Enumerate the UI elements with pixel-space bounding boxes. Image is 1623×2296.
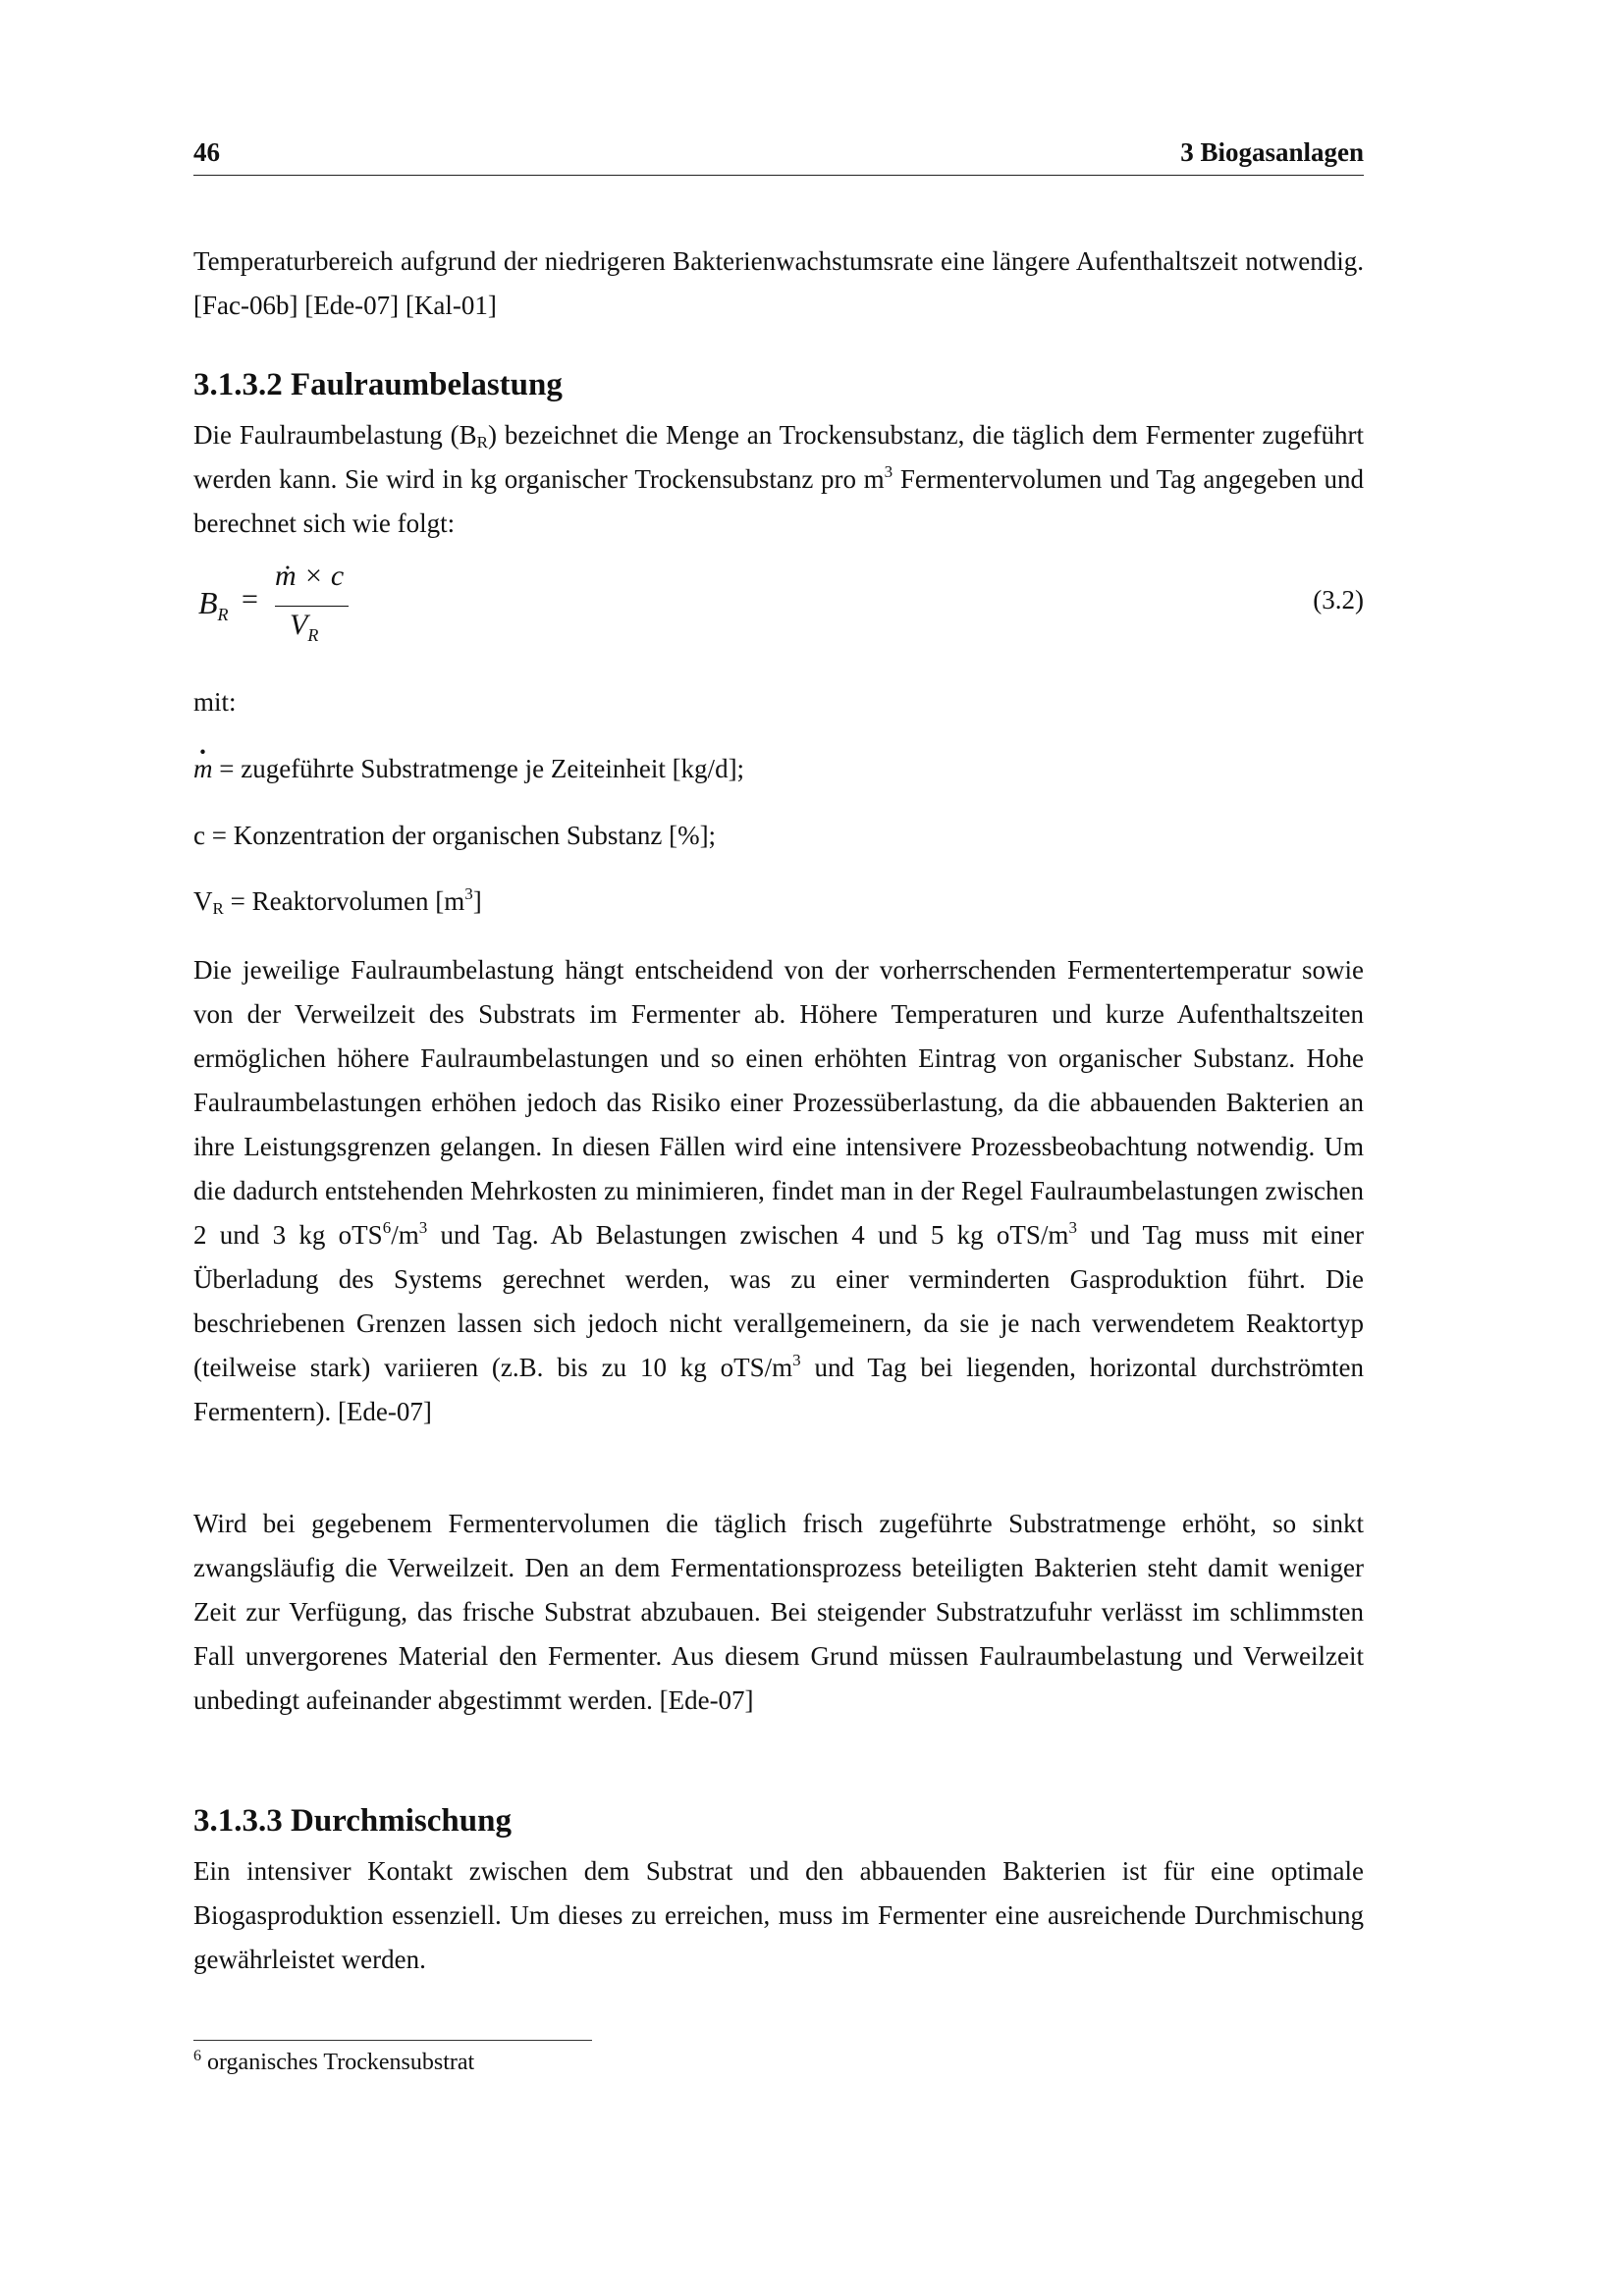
section-heading-faulraumbelastung: 3.1.3.2 Faulraumbelastung [193,367,563,402]
formula-lhs: $B_R$ [198,585,229,624]
formula-3-2 [196,561,432,669]
section-heading-durchmischung: 3.1.3.3 Durchmischung [193,1803,512,1839]
definition-c: c = Konzentration der organischen Substanz [%]; [193,821,717,850]
page-header [193,137,1364,176]
page-number: 46 [193,137,220,167]
formula-denominator: $V_R$ [290,609,319,645]
fraction-bar [275,606,349,607]
faulraum-paragraph-3: Wird bei gegebenem Fermentervolumen die täglich frisch zugeführte Substratmenge erhöht, so sinkt zwangsläufig die Verweilzeit. Den an dem Fermentationsprozess beteiligten Bakterien steht damit weniger Zeit zur Verfügung, das frische Substrat abzubauen. Bei steigender Substratzufuhr verlässt im schlimmsten Fall unvergorenes Material den Fermenter. Aus diesem Grund müssen Faulraumbelastung und Verweilzeit unbedingt aufeinander abgestimmt werden. [Ede-07] [193,1509,1364,1715]
faulraum-paragraph-2: Die jeweilige Faulraumbelastung hängt entscheidend von der vorherrschenden Fermentertemperatur sowie von der Verweilzeit des Substrats im Fermenter ab. Höhere Temperaturen und kurze Aufenthaltszeiten ermöglichen höhere Faulraumbelastungen und so einen erhöhten Eintrag von organischer Substanz. Hohe Faulraumbelastungen erhöhen jedoch das Risiko einer Prozessüberlastung, da die abbauenden Bakterien an ihre Leistungsgrenzen gelangen. In diesen Fällen wird eine intensivere Prozessbeobachtung notwendig. Um die dadurch entstehenden Mehrkosten zu minimieren, findet man in der Regel Faulraumbelastungen zwischen 2 und 3 kg $oTS^6/m^3$ und Tag. Ab Belastungen zwischen 4 und 5 kg oTS/$m^3$ und Tag muss mit einer Überladung des Systems gerechnet werden, was zu einer verminderten Gasproduktion führt. Die beschriebenen Grenzen lassen sich jedoch nicht verallgemeinern, da sie je nach verwendetem Reaktortyp (teilweise stark) variieren (z.B. bis zu 10 kg oTS/$m^3$ und Tag bei liegenden, horizontal durchströmten Fermentern). [Ede-07] [193,955,1364,1426]
intro-paragraph: Temperaturbereich aufgrund der niedrigeren Bakterienwachstumsrate eine längere Aufenthaltszeit notwendig. [Fac-06b] [Ede-07] [Kal-01] [193,246,1364,320]
faulraum-paragraph-1: Die Faulraumbelastung $(B_R)$ bezeichnet die Menge an Trockensubstanz, die täglich dem Fermenter zugeführt werden kann. Sie wird in kg organischer Trockensubstanz pro $m^3$ Fermentervolumen und Tag angegeben und berechnet sich wie folgt: [193,420,1364,538]
formula-numerator: ṁ × c [275,560,345,592]
footnote-separator [193,2040,592,2041]
footnote: $^6$ organisches Trockensubstrat [193,2048,475,2075]
mit-label: mit: [193,687,237,717]
equation-number: (3.2) [1313,585,1364,614]
chapter-title: 3 Biogasanlagen [1180,137,1364,167]
definition-vr: $V_R$ = Reaktorvolumen $[m^3]$ [193,884,482,918]
durchmischung-paragraph: Ein intensiver Kontakt zwischen dem Substrat und den abbauenden Bakterien ist für eine optimale Biogasproduktion essenziell. Um dieses zu erreichen, muss im Fermenter eine ausreichende Durchmischung gewährleistet werden. [193,1856,1364,1974]
definition-m: m · = zugeführte Substratmenge je Zeiteinheit [kg/d]; [193,754,744,784]
formula-equals: = [242,583,258,615]
